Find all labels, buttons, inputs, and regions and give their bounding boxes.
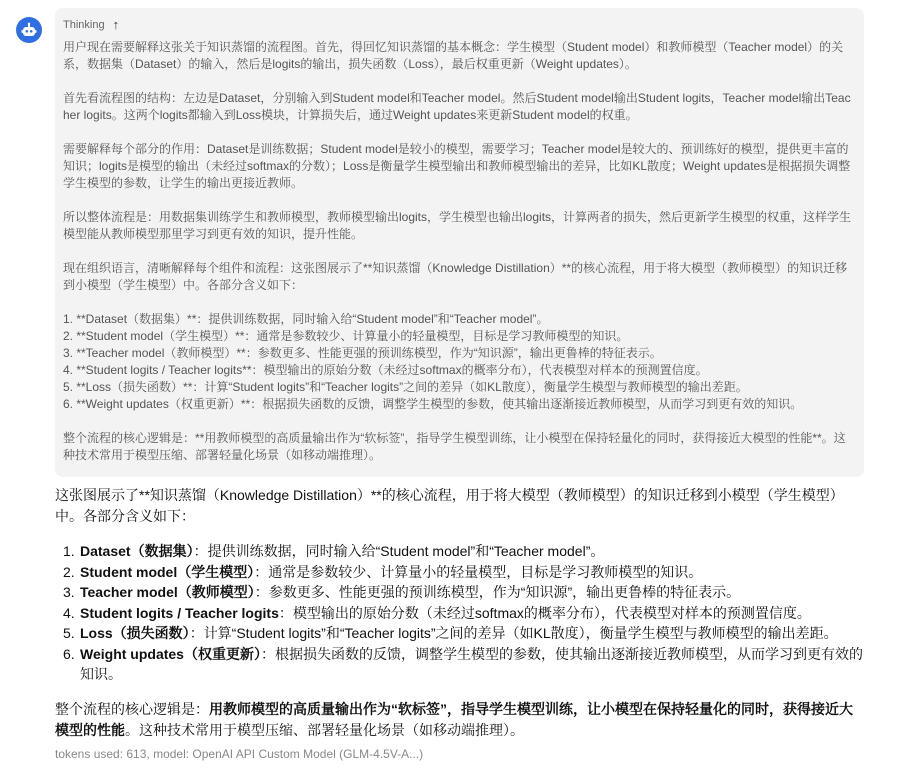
list-separator: ： [193,543,208,559]
answer-intro: 这张图展示了**知识蒸馏（Knowledge Distillation）**的核心流程，用于将大模型（教师模型）的知识迁移到小模型（学生模型）中。各部分含义如下： [55,487,844,524]
list-term: Teacher model（教师模型） [80,584,255,600]
list-term: Student logits / Teacher logits [80,604,279,621]
list-term: Loss（损失函数） [80,625,190,641]
thinking-paragraph: 所以整体流程是：用数据集训练学生和教师模型，教师模型输出logits，学生模型也输出logits，计算两者的损失，然后更新学生模型的权重，这样学生模型能从教师模型那里学习到更有效的知识，提升性能。 [63,210,852,241]
thinking-paragraph: 用户现在需要解释这张关于知识蒸馏的流程图。首先，得回忆知识蒸馏的基本概念：学生模型（Student model）和教师模型（Teacher model）的关系，数据集（Dataset）的输入，然后是logits的输出，损失函数（Loss），最后权重更新（Weight updates）。 [63,40,844,71]
list-description: 根据损失函数的反馈，调整学生模型的参数，使其输出逐渐接近教师模型，从而学习到更有效的知识。 [80,645,863,682]
list-separator: ： [254,584,269,600]
list-description: 参数更多、性能更强的预训练模型，作为“知识源”，输出更鲁棒的特征表示。 [268,584,741,600]
answer-summary [55,699,863,741]
list-separator: ： [278,604,293,621]
assistant-avatar [16,17,42,43]
token-usage-footer: tokens used: 613, model: OpenAI API Custom Model (GLM-4.5V-A...) [55,747,424,761]
list-description: 计算“Student logits”和“Teacher logits”之间的差异（如KL散度），衡量学生模型与教师模型的输出差距。 [203,625,838,641]
answer-list [63,541,863,685]
thinking-panel [55,8,864,477]
list-number: 5. [63,625,75,641]
thinking-list-item: 3. **Teacher model（教师模型）**：参数更多、性能更强的预训练模型，作为“知识源”，输出更鲁棒的特征表示。 [63,346,662,360]
thinking-list [63,311,856,413]
list-number: 1. [63,543,75,559]
thinking-paragraph: 现在组织语言，清晰解释每个组件和流程：这张图展示了**知识蒸馏（Knowledge Distillation）**的核心流程，用于将大模型（教师模型）的知识迁移到小模型（学生模型）中。各部分含义如下： [63,261,848,292]
list-term: Dataset（数据集） [80,543,194,559]
list-description: 通常是参数较少、计算量小的轻量模型，目标是学习教师模型的知识。 [268,563,703,580]
list-description: 模型输出的原始分数（未经过softmax的概率分布），代表模型对样本的预测置信度。 [292,604,811,621]
answer-message [55,485,863,741]
list-number: 4. [63,604,75,621]
list-item [63,623,863,644]
list-separator: ： [254,563,269,580]
list-description: 提供训练数据，同时输入给“Student model”和“Teacher model”。 [207,543,605,559]
list-term: Student model（学生模型） [80,563,255,580]
thinking-list-item: 2. **Student model（学生模型）**：通常是参数较少、计算量小的轻量模型，目标是学习教师模型的知识。 [63,329,629,343]
thinking-list-item: 1. **Dataset（数据集）**：提供训练数据，同时输入给“Student model”和“Teacher model”。 [63,312,549,326]
thinking-list-item: 4. **Student logits / Teacher logits**：模型输出的原始分数（未经过softmax的概率分布），代表模型对样本的预测置信度。 [63,363,708,377]
summary-suffix: 。这种技术常用于模型压缩、部署轻量化场景（如移动端推理）。 [125,721,524,738]
list-item [63,582,863,603]
summary-prefix: 整个流程的核心逻辑是： [55,700,209,717]
thinking-header[interactable] [63,17,856,33]
thinking-label: Thinking [63,18,105,31]
list-item [63,644,863,685]
list-separator: ： [260,645,275,662]
thinking-list-item: 5. **Loss（损失函数）**：计算“Student logits”和“Teacher logits”之间的差异（如KL散度），衡量学生模型与教师模型的输出差距。 [63,380,748,394]
list-number: 6. [63,645,75,662]
list-separator: ： [189,625,204,641]
thinking-list-item: 6. **Weight updates（权重更新）**：根据损失函数的反馈，调整学生模型的参数，使其输出逐渐接近教师模型，从而学习到更有效的知识。 [63,397,803,411]
robot-icon [21,22,37,38]
list-number: 3. [63,584,75,600]
thinking-summary: 整个流程的核心逻辑是：**用教师模型的高质量输出作为“软标签”，指导学生模型训练，让小模型在保持轻量化的同时，获得接近大模型的性能**。这种技术常用于模型压缩、部署轻量化场景（如移动端推理）。 [63,431,846,462]
list-number: 2. [63,563,75,580]
thinking-paragraph: 需要解释每个部分的作用：Dataset是训练数据；Student model是较小的模型，需要学习；Teacher model是较大的、预训练好的模型，提供更丰富的知识；logits是模型的输出（未经过softmax的分数）；Loss是衡量学生模型输出和教师模型输出的差异，比如KL散度；Weight updates是根据损失调整学生模型的参数，让学生的输出更接近教师。 [63,142,851,190]
summary-emphasis: 用教师模型的高质量输出作为“软标签”，指导学生模型训练，让小模型在保持轻量化的同时，获得接近大模型的性能 [55,700,853,738]
list-term: Weight updates（权重更新） [80,645,261,662]
list-item [63,562,863,583]
list-item [63,603,863,624]
thinking-paragraph: 首先看流程图的结构：左边是Dataset，分别输入到Student model和Teacher model。然后Student model输出Student logits，Teacher model输出Teacher logits。这两个logits都输入到Loss模块，计算损失后，通过Weight updates来更新Student model的权重。 [63,91,851,122]
list-item [63,541,863,562]
arrow-up-icon[interactable]: ↑ [112,17,120,32]
